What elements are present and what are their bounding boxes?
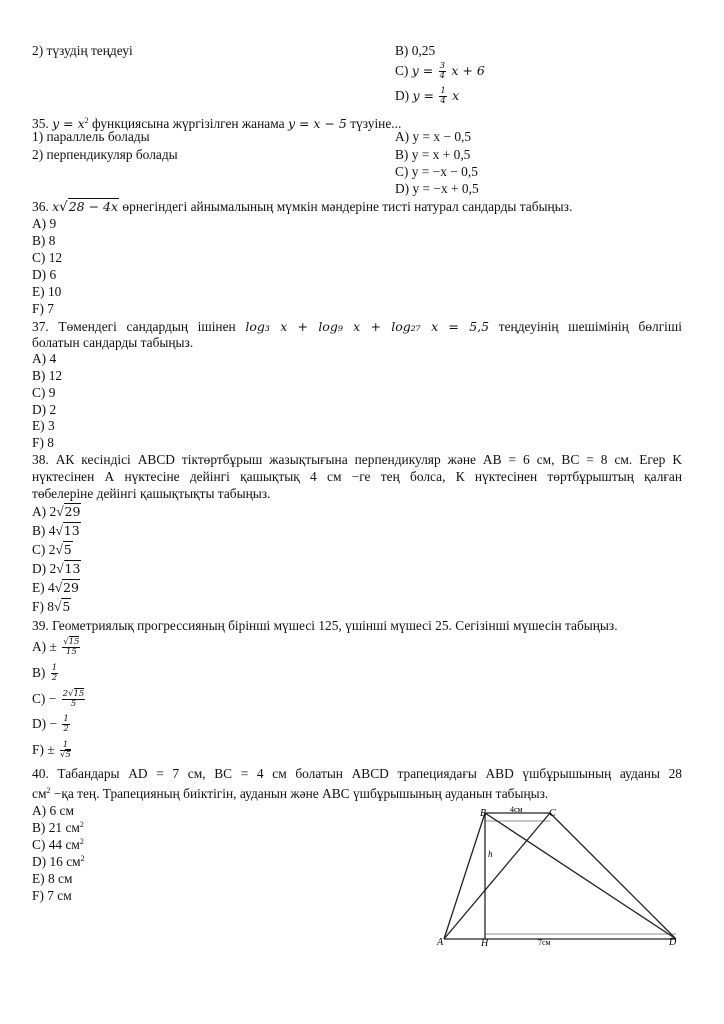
q39-question: 39. Геометриялық прогрессияның бірінші мүшесі 125, үшінші мүшесі 25. Сегізінші мүшесін табыңыз.	[32, 618, 618, 633]
q37-option: A) 4	[32, 351, 57, 366]
side-ab	[444, 813, 485, 939]
q39-option-a: A) ± $\frac{√15}{15}$	[32, 637, 80, 658]
q38-option: F) 8√5	[32, 599, 71, 614]
q37-option: D) 2	[32, 402, 57, 417]
fraction: $\frac{1}{4}$	[440, 86, 446, 107]
q35-condition-1: 1) параллель болады	[32, 129, 150, 144]
q36-question: 36. x√28 − 4x өрнегіндегі айнымалының мүмкін мәндеріне тисті натурал сандарды табыңыз.	[32, 199, 573, 215]
bc-length-label: 4см	[510, 805, 523, 814]
vertex-h-label: H	[481, 938, 489, 949]
q37-option: B) 12	[32, 368, 63, 383]
q39-option-d: D) − $\frac{1}{2}$	[32, 714, 69, 735]
q40-option: B) 21 $см^2$	[32, 820, 84, 835]
q40-option: D) 16 $см^2$	[32, 854, 85, 869]
diagonal-bd	[485, 813, 676, 939]
q34-option-c: C) y = $\frac{3}{4}$ x + 6	[395, 61, 485, 82]
q40-option: A) 6 см	[32, 803, 74, 818]
q38-option: D) 2√13	[32, 561, 81, 576]
vertex-c-label: C	[549, 808, 556, 819]
q40-question-line1: 40. Табандары AD = 7 см, BC = 4 см болатын ABCD трапециядағы ABD үшбұрышының ауданы 28	[32, 766, 682, 781]
q40-option: E) 8 см	[32, 871, 73, 886]
q34-option-d: D) y = $\frac{1}{4}$ x	[395, 86, 460, 107]
q40-question-line2: $см^2 -қа$ тең. Трапецияның биіктігін, ауданын және ABC үшбұрышының ауданын табыңыз.	[32, 786, 549, 801]
q36-option: C) 12	[32, 250, 63, 265]
vertex-d-label: D	[669, 937, 677, 948]
fraction: $\frac{3}{4}$	[439, 61, 446, 82]
q36-option: D) 6	[32, 267, 57, 282]
q40-option: C) 44 $см^2$	[32, 837, 84, 852]
q38-option: E) 4√29	[32, 580, 79, 595]
vertex-a-label: A	[437, 937, 444, 948]
q37-question-line2: болатын сандарды табыңыз.	[32, 335, 194, 350]
q38-option: B) 4√13	[32, 523, 80, 538]
q35-option: A) y = x − 0,5	[395, 129, 472, 144]
ad-length-label: 7см	[538, 938, 551, 947]
q38-question-line3: төбелеріне дейінгі қашықтықты табыңыз.	[32, 486, 271, 501]
q35-condition-2: 2) перпендикуляр болады	[32, 147, 178, 162]
q39-option-b: B) $\frac{1}{2}$	[32, 663, 58, 684]
side-cd	[550, 813, 676, 939]
q35-option: B) y = x + 0,5	[395, 147, 471, 162]
q35-option: C) y = −x − 0,5	[395, 164, 478, 179]
diagonal-ac	[444, 813, 550, 939]
q36-option: F) 7	[32, 301, 54, 316]
q37-option: E) 3	[32, 418, 55, 433]
q38-question-line2: нүктесінен А нүктесіне дейінгі қашықтық 4 см −ге тең болса, К нүктесінен төртбұрыштың қалған	[32, 469, 682, 484]
trapezoid-figure	[430, 800, 690, 950]
q34-option-b: B) 0,25	[395, 43, 436, 58]
q38-question-line1: 38. АК кесіндісі ABCD тіктөртбұрыш жазықтығына перпендикуляр және AB = 6 см, BC = 8 см. Егер K	[32, 452, 682, 467]
vertex-b-label: B	[480, 808, 487, 819]
q37-question-line1: 37. Төмендегі сандардың ішінен log₃ x + log₉ x + log₂₇ x = 5,5 теңдеуінің шешімінің бөлгіші	[32, 319, 682, 334]
q35-option: D) y = −x + 0,5	[395, 181, 479, 196]
q38-option: A) 2√29	[32, 504, 81, 519]
q34-line: 2) түзудің теңдеуі	[32, 43, 133, 58]
q39-option-f: F) ± $\frac{1}{√5}$	[32, 740, 71, 761]
q40-option: F) 7 см	[32, 888, 72, 903]
q38-option: C) 2√5	[32, 542, 72, 557]
q37-option: F) 8	[32, 435, 54, 450]
height-label: h	[488, 849, 493, 859]
q35-question: 35. $y = x^2$ функциясына жүргізілген жанама y = x − 5 түзуіне...	[32, 116, 402, 131]
q36-option: A) 9	[32, 216, 57, 231]
q36-option: B) 8	[32, 233, 56, 248]
q39-option-c: C) − $\frac{2√15}{5}$	[32, 689, 85, 710]
q36-option: E) 10	[32, 284, 62, 299]
q37-option: C) 9	[32, 385, 56, 400]
